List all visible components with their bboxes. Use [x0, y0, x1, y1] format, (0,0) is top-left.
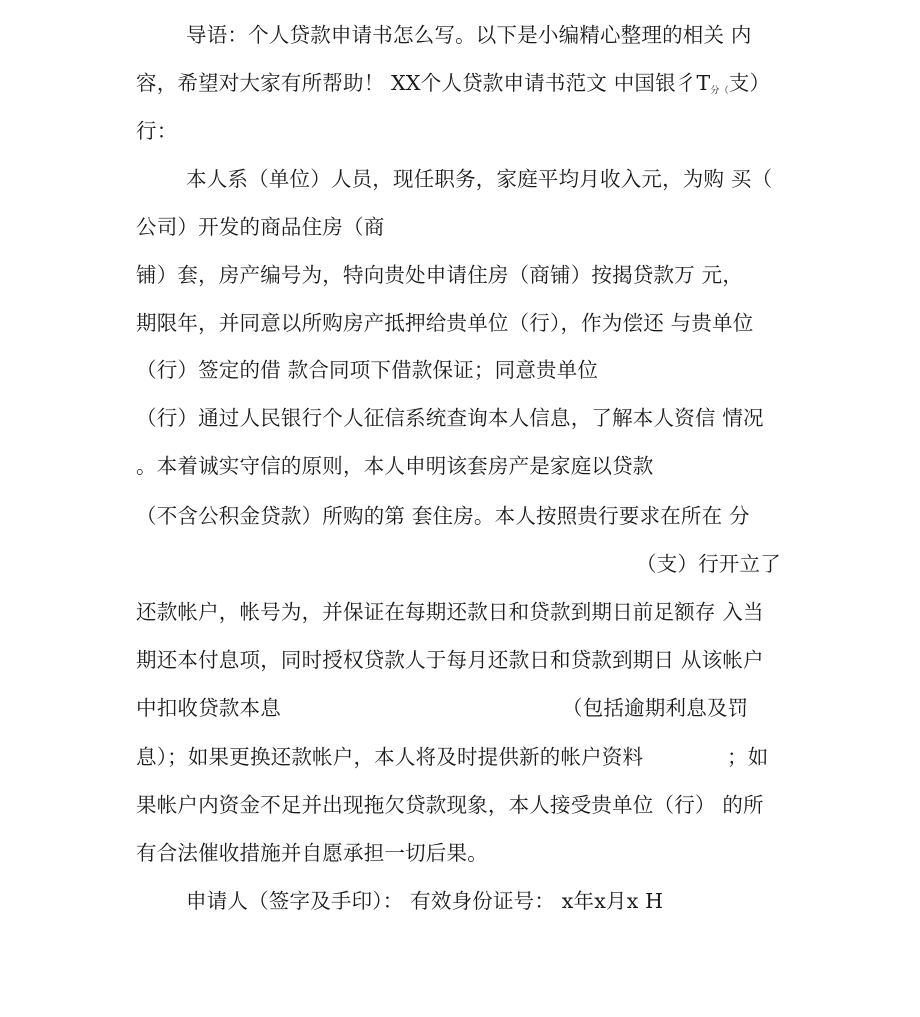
text-line-8: （行）签定的借 款合同项下借款保证；同意贵单位: [136, 358, 599, 382]
text-line-2-main: 容，希望对大家有所帮助！ XX个人贷款申请书范文 中国银彳T: [136, 71, 711, 95]
text-line-17: 果帐户内资金不足并出现拖欠贷款现象，本人接受贵单位（行） 的所: [136, 793, 764, 817]
text-line-12: （支）行开立了: [636, 552, 781, 576]
text-line-9: （行）通过人民银行个人征信系统查询本人信息，了解本人资信 情况: [136, 406, 764, 430]
text-line-14: 期还本付息项，同时授权贷款人于每月还款日和贷款到期日 从该帐户: [136, 648, 764, 672]
text-line-6: 铺）套，房产编号为，特向贵处申请住房（商铺）按揭贷款万 元，: [136, 263, 744, 287]
text-line-15b: （包括逾期利息及罚: [562, 696, 749, 720]
text-line-18: 有合法催收措施并自愿承担一切后果。: [136, 841, 488, 865]
text-line-1: 导语：个人贷款申请书怎么写。以下是小编精心整理的相关 内: [186, 23, 752, 47]
small-mark: 分（: [710, 86, 729, 96]
text-line-5: 公司）开发的商品住房（商: [136, 215, 385, 239]
text-line-16a: 息）；如果更换还款帐户，本人将及时提供新的帐户资料: [136, 745, 644, 769]
text-line-13: 还款帐户，帐号为，并保证在每期还款日和贷款到期日前足额存 入当: [136, 600, 764, 624]
branch-suffix: 支）: [728, 71, 771, 95]
text-line-3: 行：: [136, 119, 178, 143]
text-line-2: [136, 69, 770, 102]
text-line-7: 期限年，并同意以所购房产抵押给贵单位（行），作为偿还 与贵单位: [136, 311, 754, 335]
text-line-10: 。本着诚实守信的原则，本人申明该套房产是家庭以贷款: [136, 454, 654, 478]
text-line-15a: 中扣收贷款本息: [136, 696, 281, 720]
text-line-19: 申请人（签字及手印）： 有效身份证号： x年x月x H: [186, 889, 664, 913]
text-line-16b: ；如: [727, 745, 769, 769]
text-line-11: （不含公积金贷款）所购的第 套住房。本人按照贵行要求在所在 分: [136, 504, 750, 528]
text-line-4: 本人系（单位）人员，现任职务，家庭平均月收入元，为购 买（: [186, 167, 773, 191]
